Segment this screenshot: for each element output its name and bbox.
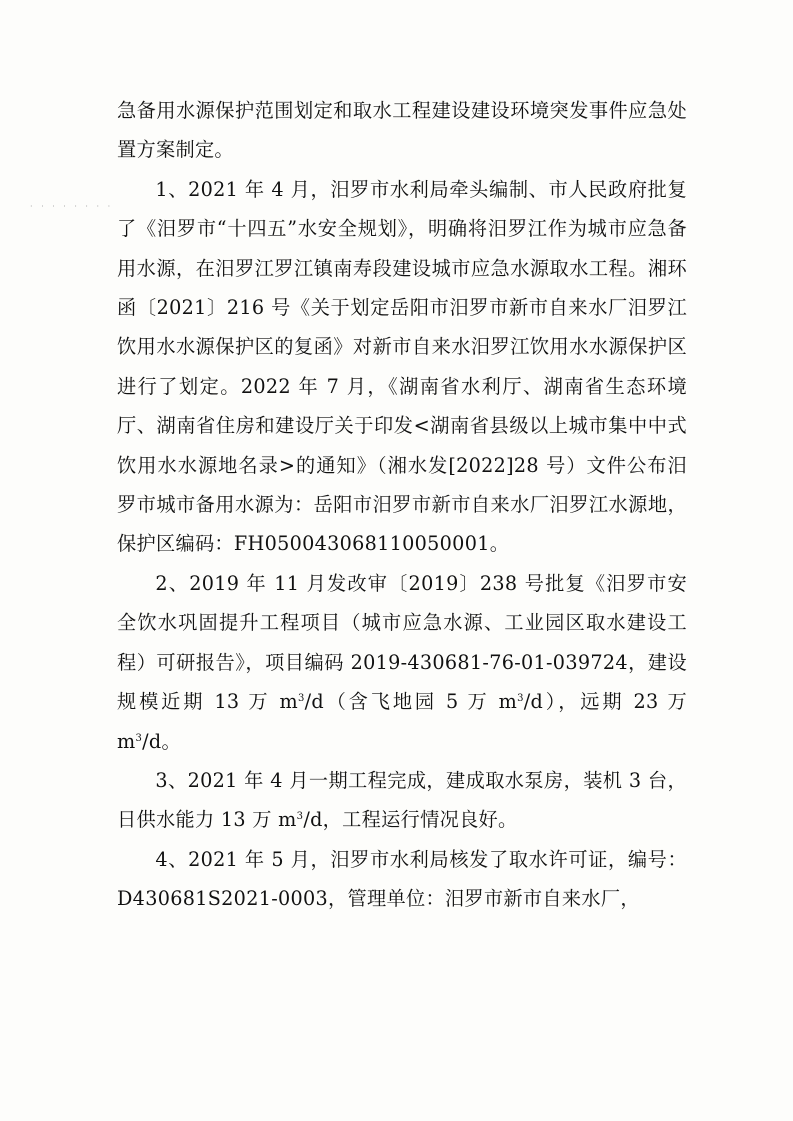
superscript: 3: [135, 732, 143, 744]
document-body: [117, 91, 687, 919]
text-run: 4、2021 年 5 月，汨罗市水利局核发了取水许可证，编号：D430681S2021-0003，管理单位：汨罗市新市自来水厂，: [117, 847, 687, 911]
paragraph-p2: [117, 564, 687, 761]
text-run: /d。: [142, 729, 182, 753]
text-run: 3、2021 年 4 月一期工程完成，建成取水泵房，装机 3 台，日供水能力 13 万 m: [117, 768, 687, 832]
text-run: 2、2019 年 11 月发改审〔2019〕238 号批复《汨罗市安全饮水巩固提升工程项目（城市应急水源、工业园区取水建设工程）可研报告》，项目编码 2019-430681-76-01-039724，建设规模近期 13 万 m: [117, 571, 687, 714]
text-run: /d），远期 23 万 m: [117, 690, 687, 753]
text-run: 1、2021 年 4 月，汨罗市水利局牵头编制、市人民政府批复了《汨罗市“十四五”水安全规划》，明确将汨罗江作为城市应急备用水源，在汨罗江罗江镇南寿段建设城市应急水源取水工程。湘环函〔2021〕216 号《关于划定岳阳市汨罗市新市自来水厂汨罗江饮用水水源保护区的复函》对新市自来水汨罗江饮用水水源保护区进行了划定。2022 年 7 月，《湖南省水利厅、湖南省生态环境厅、湖南省住房和建设厅关于印发<湖南省县级以上城市集中中式饮用水水源地名录>的通知》（湘水发[2022]28 号）文件公布汨罗市城市备用水源为：岳阳市汨罗市新市自来水厂汨罗江水源地，保护区编码：FH050043068110050001。: [117, 177, 687, 556]
text-run: 急备用水源保护范围划定和取水工程建设建设环境突发事件应急处置方案制定。: [117, 99, 687, 162]
paragraph-p4: [117, 840, 687, 919]
scan-artifact: · · · · · · · ·: [30, 202, 114, 211]
text-run: /d，工程运行情况良好。: [303, 808, 518, 832]
paragraph-p3: [117, 761, 687, 840]
paragraph-p0: [117, 91, 687, 170]
text-run: /d（含飞地园 5 万 m: [304, 690, 518, 714]
superscript: 3: [517, 693, 524, 705]
superscript: 3: [297, 693, 305, 705]
superscript: 3: [296, 811, 304, 823]
paragraph-p1: [117, 170, 687, 564]
